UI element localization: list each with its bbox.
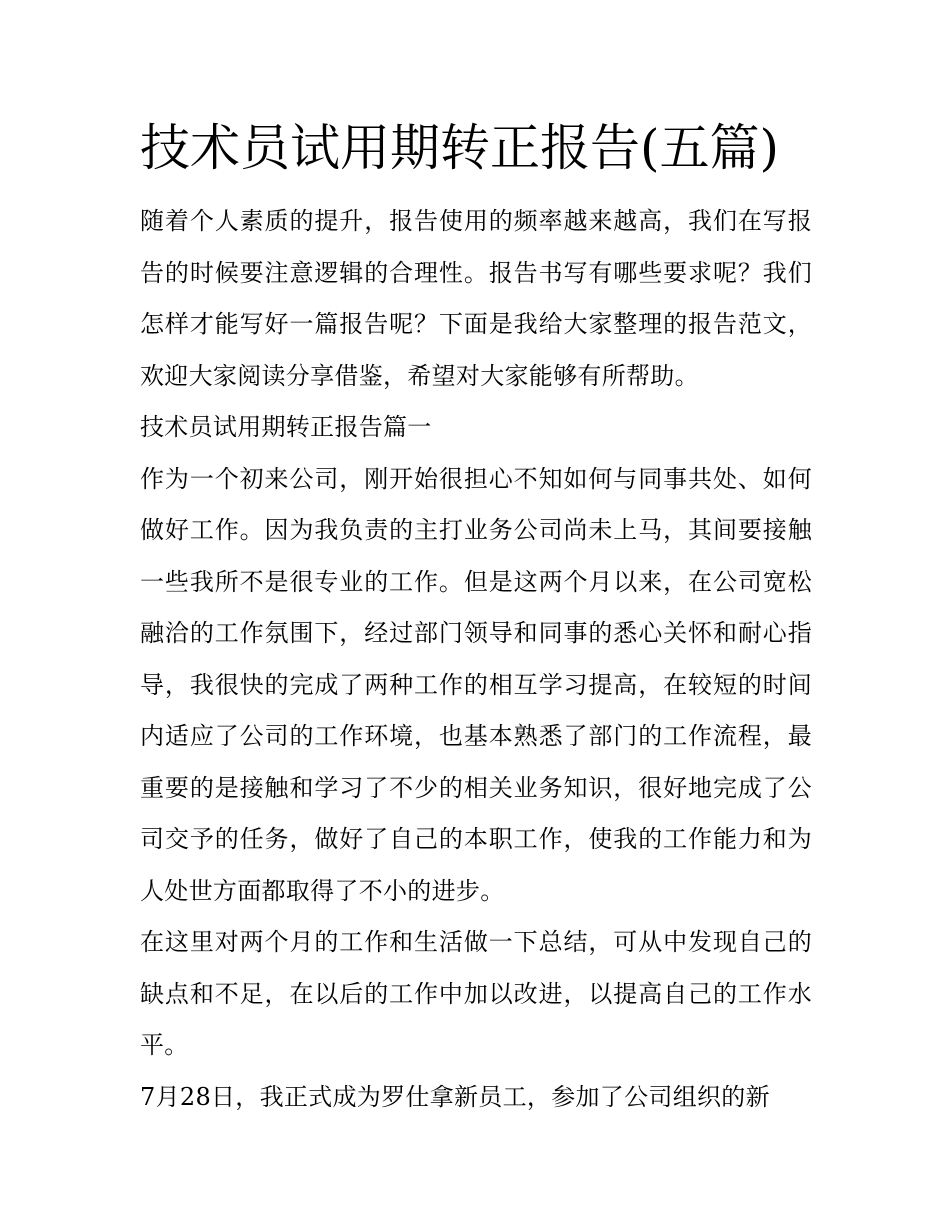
document-body — [140, 196, 812, 1123]
intro-paragraph: 随着个人素质的提升，报告使用的频率越来越高，我们在写报告的时候要注意逻辑的合理性。报告书写有哪些要求呢？我们怎样才能写好一篇报告呢？下面是我给大家整理的报告范文，欢迎大家阅读分享借鉴，希望对大家能够有所帮助。 — [140, 207, 812, 390]
section-heading: 技术员试用期转正报告篇一 — [140, 413, 432, 441]
body-paragraph: 作为一个初来公司，刚开始很担心不知如何与同事共处、如何做好工作。因为我负责的主打业务公司尚未上马，其间要接触一些我所不是很专业的工作。但是这两个月以来，在公司宽松融洽的工作氛围下，经过部门领导和同事的悉心关怀和耐心指导，我很快的完成了两种工作的相互学习提高，在较短的时间内适应了公司的工作环境，也基本熟悉了部门的工作流程，最重要的是接触和学习了不少的相关业务知识，很好地完成了公司交予的任务，做好了自己的本职工作，使我的工作能力和为人处世方面都取得了不小的进步。 — [140, 464, 812, 905]
body-paragraph: 7月28日，我正式成为罗仕拿新员工，参加了公司组织的新 — [140, 1082, 770, 1111]
document-title: 技术员试用期转正报告(五篇) — [140, 119, 780, 177]
body-paragraph: 在这里对两个月的工作和生活做一下总结，可从中发现自己的缺点和不足，在以后的工作中加以改进，以提高自己的工作水平。 — [140, 928, 812, 1059]
